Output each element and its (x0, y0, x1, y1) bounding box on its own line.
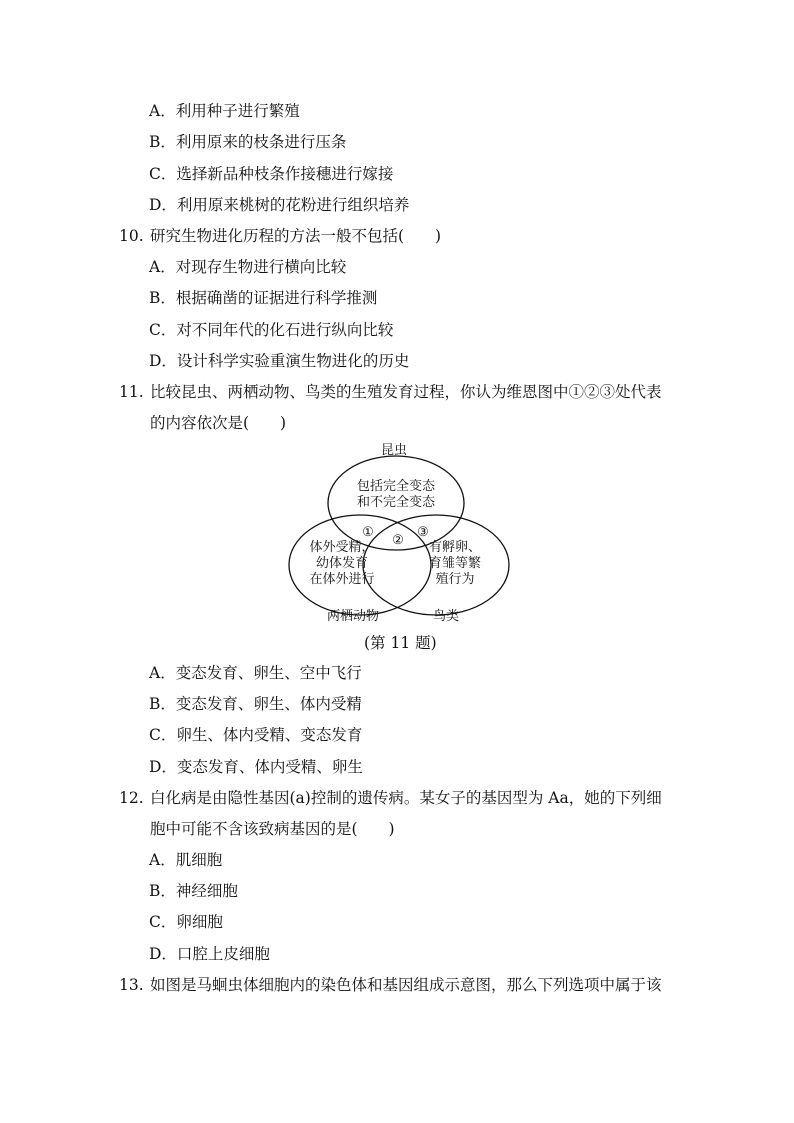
venn-insect-text-2: 和不完全变态 (356, 495, 436, 510)
q9-option-c: C．选择新品种枝条作接穗进行嫁接 (149, 165, 394, 183)
venn-marker-3: ③ (417, 525, 429, 540)
q11-stem-line2: 的内容依次是( ) (150, 414, 287, 432)
q13-number: 13. (119, 976, 144, 994)
venn-insect-text-1: 包括完全变态 (356, 479, 436, 494)
venn-label-bird: 鸟类 (432, 609, 460, 624)
q10-option-a: A．对现存生物进行横向比较 (149, 258, 347, 276)
q12-option-c: C．卵细胞 (149, 913, 223, 931)
venn-label-insect: 昆虫 (380, 443, 408, 458)
q12-number: 12. (119, 789, 144, 807)
q11-option-a: A．变态发育、卵生、空中飞行 (149, 664, 362, 682)
venn-bird-text-1: 有孵卵、 (428, 540, 482, 555)
venn-marker-2: ② (392, 533, 404, 548)
q10-option-c: C．对不同年代的化石进行纵向比较 (149, 321, 394, 339)
q11-stem-line1: 比较昆虫、两栖动物、鸟类的生殖发育过程，你认为维恩图中①②③处代表 (150, 383, 662, 401)
q10-stem: 研究生物进化历程的方法一般不包括( ) (150, 227, 442, 245)
venn-amphibian-text-3: 在体外进行 (309, 572, 375, 587)
q10-number: 10. (119, 227, 144, 245)
venn-bird-text-2: 育雏等繁 (428, 556, 482, 571)
venn-amphibian-text-1: 体外受精， (309, 540, 375, 555)
q12-option-b: B．神经细胞 (149, 882, 238, 900)
q9-option-b: B．利用原来的枝条进行压条 (149, 133, 347, 151)
q13-stem-line1: 如图是马蛔虫体细胞内的染色体和基因组成示意图，那么下列选项中属于该 (150, 976, 662, 994)
venn-label-amphibian: 两栖动物 (326, 609, 380, 624)
venn-amphibian-text-2: 幼体发育 (315, 556, 369, 571)
q11-option-c: C．卵生、体内受精、变态发育 (149, 726, 363, 744)
q11-figure-caption: (第 11 题) (364, 634, 437, 652)
q10-option-d: D．设计科学实验重演生物进化的历史 (149, 352, 410, 370)
q12-stem-line1: 白化病是由隐性基因(a)控制的遗传病。某女子的基因型为 Aa，她的下列细 (150, 789, 662, 807)
q9-option-a: A．利用种子进行繁殖 (149, 102, 300, 120)
q12-option-d: D．口腔上皮细胞 (149, 945, 270, 963)
q12-option-a: A．肌细胞 (149, 851, 223, 869)
venn-bird-text-3: 殖行为 (435, 572, 475, 587)
q9-option-d: D．利用原来桃树的花粉进行组织培养 (149, 196, 410, 214)
q11-option-d: D．变态发育、体内受精、卵生 (149, 758, 363, 776)
q11-number: 11. (119, 383, 144, 401)
q12-stem-line2: 胞中可能不含该致病基因的是( ) (150, 820, 395, 838)
venn-marker-1: ① (362, 525, 374, 540)
venn-diagram (270, 440, 530, 630)
q11-option-b: B．变态发育、卵生、体内受精 (149, 695, 362, 713)
q10-option-b: B．根据确凿的证据进行科学推测 (149, 289, 378, 307)
